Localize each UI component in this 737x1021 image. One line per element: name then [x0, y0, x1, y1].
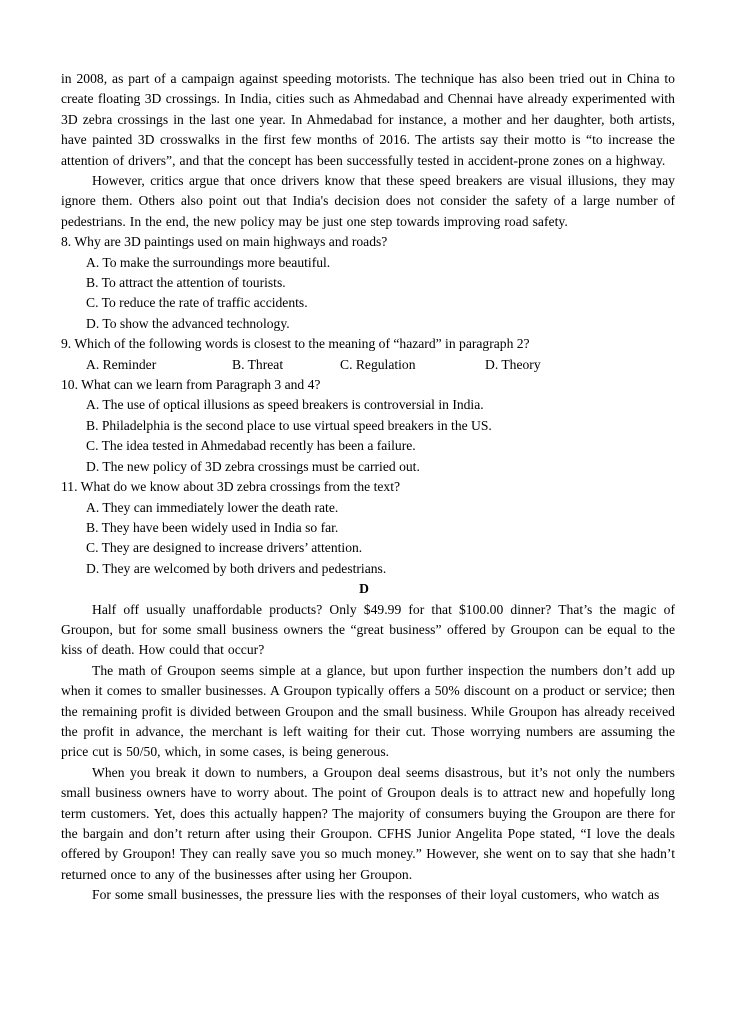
question-8-option-c[interactable]: C. To reduce the rate of traffic accidents.	[86, 295, 308, 311]
question-10-option-a[interactable]: A. The use of optical illusions as speed breakers is controversial in India.	[86, 397, 484, 413]
passage-c-paragraph-1: in 2008, as part of a campaign against speeding motorists. The technique has also been tried out in China to create floating 3D crossings. In India, cities such as Ahmedabad and Chennai have already experimented with 3D zebra crossings in the last one year. In Ahmedabad for instance, a mother and her daughter, both artists, have painted 3D crosswalks in the first few months of 2016. The artists say their motto is “to increase the attention of drivers”, and that the concept has been successfully tested in accident-prone zones on a highway.	[61, 71, 675, 168]
passage-d-paragraph-2: The math of Groupon seems simple at a glance, but upon further inspection the numbers don’t add up when it comes to smaller businesses. A Groupon typically offers a 50% discount on a product or service; then the remaining profit is divided between Groupon and the small business. While Groupon has already received the profit in advance, the merchant is left waiting for their cut. Those worrying numbers are assuming the price cut is 50/50, which, in some cases, is being generous.	[61, 662, 675, 760]
question-8-option-b[interactable]: B. To attract the attention of tourists.	[86, 275, 286, 291]
question-8-option-a[interactable]: A. To make the surroundings more beautiful.	[86, 254, 331, 270]
question-8-option-d[interactable]: D. To show the advanced technology.	[86, 315, 290, 331]
question-9-option-c[interactable]: C. Regulation	[340, 356, 416, 372]
question-10-stem: 10. What can we learn from Paragraph 3 and 4?	[61, 377, 321, 393]
page-content	[61, 69, 675, 906]
question-11-option-a[interactable]: A. They can immediately lower the death rate.	[86, 499, 339, 515]
question-8-stem: 8. Why are 3D paintings used on main highways and roads?	[61, 234, 388, 250]
question-10-option-b[interactable]: B. Philadelphia is the second place to use virtual speed breakers in the US.	[86, 417, 492, 433]
question-11-option-d[interactable]: D. They are welcomed by both drivers and pedestrians.	[86, 560, 387, 576]
question-11-stem: 11. What do we know about 3D zebra crossings from the text?	[61, 479, 401, 495]
question-9-stem: 9. Which of the following words is closest to the meaning of “hazard” in paragraph 2?	[61, 336, 530, 352]
question-9-option-d[interactable]: D. Theory	[485, 356, 541, 372]
passage-c-paragraph-2: However, critics argue that once drivers know that these speed breakers are visual illusions, they may ignore them. Others also point out that India's decision does not consider the safety of a large number of pedestrians. In the end, the new policy may be just one step towards improving road safety.	[61, 173, 675, 229]
question-9-option-a[interactable]: A. Reminder	[86, 356, 157, 372]
question-9-options-row	[61, 355, 675, 375]
passage-d-heading: D	[359, 581, 369, 597]
question-11-option-c[interactable]: C. They are designed to increase drivers’ attention.	[86, 540, 363, 556]
passage-d-paragraph-1: Half off usually unaffordable products? Only $49.99 for that $100.00 dinner? That’s the magic of Groupon, but for some small business owners the “great business” offered by Groupon can be equal to the kiss of death. How could that occur?	[61, 601, 675, 658]
question-10-option-c[interactable]: C. The idea tested in Ahmedabad recently has been a failure.	[86, 438, 416, 454]
question-11-option-b[interactable]: B. They have been widely used in India so far.	[86, 519, 339, 535]
passage-d-paragraph-4: For some small businesses, the pressure lies with the responses of their loyal customers, who watch as	[92, 887, 660, 903]
passage-d-paragraph-3: When you break it down to numbers, a Groupon deal seems disastrous, but it’s not only the numbers small business owners have to worry about. The point of Groupon deals is to attract new and hopefully long term customers. Yet, does this actually happen? The majority of consumers buying the Groupon are there for the bargain and don’t return after using their Groupon. CFHS Junior Angelita Pope stated, “I love the deals offered by Groupon! They can really save you so much money.” However, she went on to say that she hadn’t returned once to any of the businesses after using her Groupon.	[61, 764, 675, 882]
question-10-option-d[interactable]: D. The new policy of 3D zebra crossings must be carried out.	[86, 458, 420, 474]
question-9-option-b[interactable]: B. Threat	[232, 356, 284, 372]
